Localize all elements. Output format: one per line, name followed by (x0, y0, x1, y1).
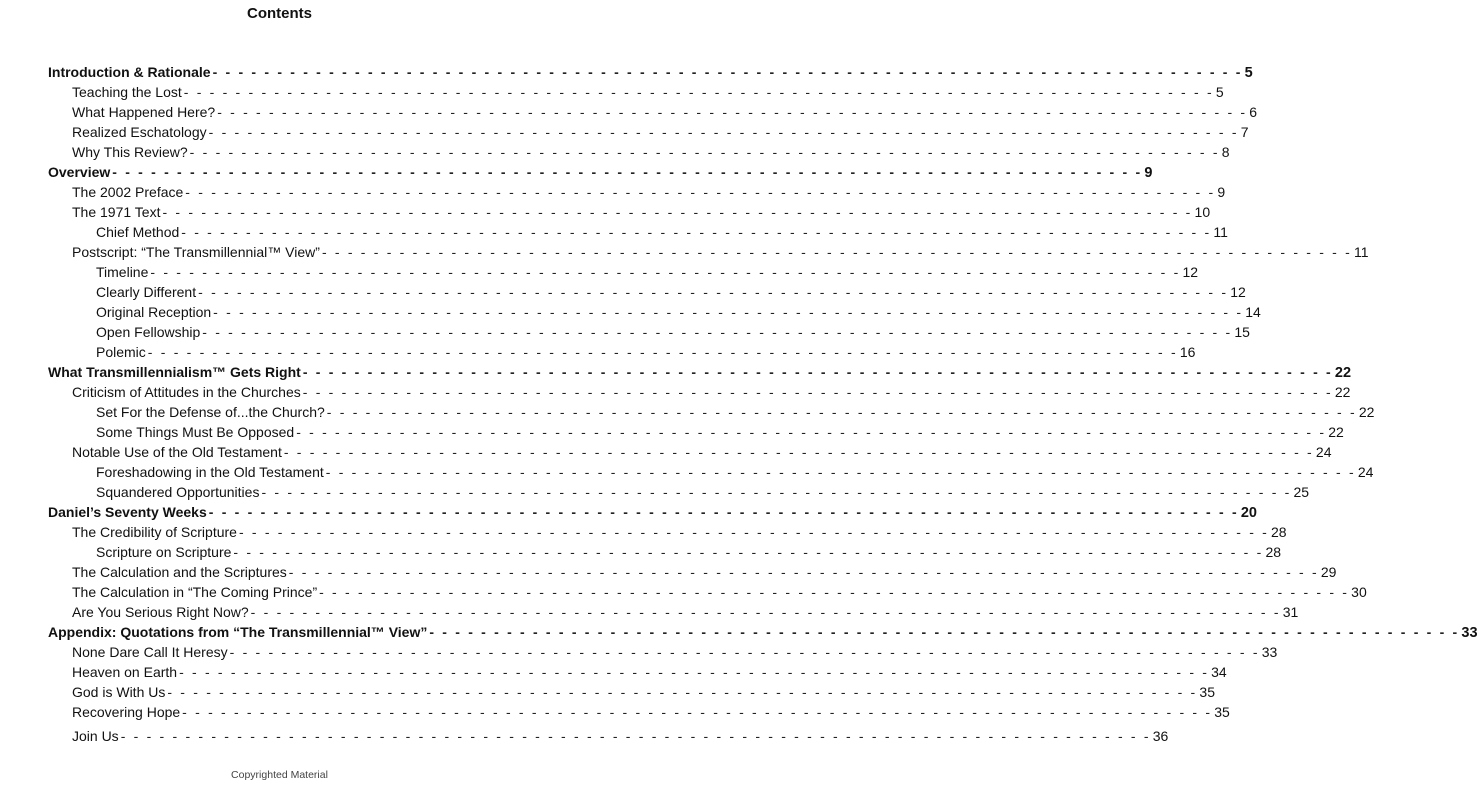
toc-entry[interactable] (48, 422, 1344, 442)
dot-leader: - - - - - - - - - - - - - - - - - - - - - - - - - - - - - - - - - - - - - - - - - - - - - - - - - - - - - - - - - - - - - - - - - - - - - - - - - - - - - - - - (319, 584, 1350, 600)
dot-leader: - - - - - - - - - - - - - - - - - - - - - - - - - - - - - - - - - - - - - - - - - - - - - - - - - - - - - - - - - - - - - - - - - - - - - - - - - - - - - - - - (208, 124, 1239, 140)
dot-leader: - - - - - - - - - - - - - - - - - - - - - - - - - - - - - - - - - - - - - - - - - - - - - - - - - - - - - - - - - - - - - - - - - - - - - - - - - - - - - - - - (321, 244, 1352, 260)
toc-entry[interactable] (48, 642, 1278, 662)
page-title: Contents (247, 5, 312, 22)
dot-leader: - - - - - - - - - - - - - - - - - - - - - - - - - - - - - - - - - - - - - - - - - - - - - - - - - - - - - - - - - - - - - - - - - - - - - - - - - - - - - - - - (189, 144, 1220, 160)
table-of-contents (48, 62, 1478, 746)
toc-entry-page: 22 (1328, 424, 1344, 440)
toc-entry-title: Notable Use of the Old Testament (72, 444, 282, 460)
toc-entry[interactable] (48, 122, 1249, 142)
dot-leader: - - - - - - - - - - - - - - - - - - - - - - - - - - - - - - - - - - - - - - - - - - - - - - - - - - - - - - - - - - - - - - - - - - - - - - - - - - - - - - - - (208, 504, 1239, 520)
toc-entry[interactable] (48, 462, 1374, 482)
toc-entry-title: Daniel’s Seventy Weeks (48, 504, 207, 520)
toc-entry-title: Introduction & Rationale (48, 64, 211, 80)
toc-entry-title: Join Us (72, 728, 119, 744)
toc-entry-page: 22 (1334, 384, 1351, 400)
toc-entry-page: 22 (1334, 365, 1352, 381)
toc-entry-page: 35 (1214, 704, 1230, 720)
toc-entry-title: Heaven on Earth (72, 664, 178, 680)
toc-entry-page: 24 (1357, 464, 1374, 480)
toc-entry[interactable] (48, 442, 1332, 462)
toc-entry-title: Scripture on Scripture (96, 544, 232, 560)
toc-entry[interactable] (48, 562, 1337, 582)
toc-entry[interactable] (48, 142, 1230, 162)
toc-entry[interactable] (48, 502, 1257, 522)
dot-leader: - - - - - - - - - - - - - - - - - - - - - - - - - - - - - - - - - - - - - - - - - - - - - - - - - - - - - - - - - - - - - - - - - - - - - - - - - - - - - - - - (167, 684, 1198, 700)
toc-entry-page: 9 (1144, 165, 1153, 181)
toc-entry[interactable] (48, 322, 1250, 342)
toc-entry-title: The 2002 Preface (72, 184, 184, 200)
dot-leader: - - - - - - - - - - - - - - - - - - - - - - - - - - - - - - - - - - - - - - - - - - - - - - - - - - - - - - - - - - - - - - - - - - - - - - - - - - - - - - - - (120, 728, 1151, 744)
toc-entry-title: What Transmillennialism™ Gets Right (48, 364, 301, 380)
dot-leader: - - - - - - - - - - - - - - - - - - - - - - - - - - - - - - - - - - - - - - - - - - - - - - - - - - - - - - - - - - - - - - - - - - - - - - - - - - - - - - - - (202, 324, 1233, 340)
toc-entry-title: The Calculation and the Scriptures (72, 564, 287, 580)
dot-leader: - - - - - - - - - - - - - - - - - - - - - - - - - - - - - - - - - - - - - - - - - - - - - - - - - - - - - - - - - - - - - - - - - - - - - - - - - - - - - - - - (183, 84, 1214, 100)
dot-leader: - - - - - - - - - - - - - - - - - - - - - - - - - - - - - - - - - - - - - - - - - - - - - - - - - - - - - - - - - - - - - - - - - - - - - - - - - - - - - - - - (229, 644, 1260, 660)
dot-leader: - - - - - - - - - - - - - - - - - - - - - - - - - - - - - - - - - - - - - - - - - - - - - - - - - - - - - - - - - - - - - - - - - - - - - - - - - - - - - - - - (325, 464, 1356, 480)
toc-entry-page: 35 (1199, 684, 1215, 700)
dot-leader: - - - - - - - - - - - - - - - - - - - - - - - - - - - - - - - - - - - - - - - - - - - - - - - - - - - - - - - - - - - - - - - - - - - - - - - - - - - - - - - - (213, 304, 1244, 320)
toc-entry[interactable] (48, 542, 1282, 562)
toc-entry-title: Recovering Hope (72, 704, 181, 720)
dot-leader: - - - - - - - - - - - - - - - - - - - - - - - - - - - - - - - - - - - - - - - - - - - - - - - - - - - - - - - - - - - - - - - - - - - - - - - - - - - - - - - - (147, 344, 1178, 360)
toc-entry-title: Timeline (96, 264, 149, 280)
toc-entry[interactable] (48, 682, 1215, 702)
toc-entry-title: Original Reception (96, 304, 212, 320)
toc-entry[interactable] (48, 602, 1299, 622)
toc-entry-title: Set For the Defense of...the Church? (96, 404, 325, 420)
toc-entry-page: 31 (1282, 604, 1299, 620)
toc-entry[interactable] (48, 402, 1375, 422)
toc-entry[interactable] (48, 82, 1224, 102)
toc-entry-page: 5 (1244, 65, 1253, 81)
toc-entry-page: 11 (1213, 224, 1228, 240)
toc-entry-title: Are You Serious Right Now? (72, 604, 249, 620)
dot-leader: - - - - - - - - - - - - - - - - - - - - - - - - - - - - - - - - - - - - - - - - - - - - - - - - - - - - - - - - - - - - - - - - - - - - - - - - - - - - - - - - (233, 544, 1264, 560)
toc-entry-title: Postscript: “The Transmillennial™ View” (72, 244, 320, 260)
toc-entry-title: Teaching the Lost (72, 84, 182, 100)
toc-entry-title: Appendix: Quotations from “The Transmillennial™ View” (48, 624, 428, 640)
toc-entry-page: 20 (1240, 505, 1257, 521)
toc-entry[interactable] (48, 522, 1287, 542)
toc-entry-title: The Calculation in “The Coming Prince” (72, 584, 318, 600)
toc-entry-title: Foreshadowing in the Old Testament (96, 464, 324, 480)
toc-entry-title: God is With Us (72, 684, 166, 700)
toc-entry-page: 16 (1179, 344, 1196, 360)
toc-entry[interactable] (48, 482, 1310, 502)
dot-leader: - - - - - - - - - - - - - - - - - - - - - - - - - - - - - - - - - - - - - - - - - - - - - - - - - - - - - - - - - - - - - - - - - - - - - - - - - - - - - - - - (217, 104, 1248, 120)
dot-leader: - - - - - - - - - - - - - - - - - - - - - - - - - - - - - - - - - - - - - - - - - - - - - - - - - - - - - - - - - - - - - - - - - - - - - - - - - - - - - - - - (179, 664, 1210, 680)
toc-entry-page: 11 (1354, 244, 1369, 260)
toc-entry-title: Chief Method (96, 224, 180, 240)
dot-leader: - - - - - - - - - - - - - - - - - - - - - - - - - - - - - - - - - - - - - - - - - - - - - - - - - - - - - - - - - - - - - - - - - - - - - - - - - - - - - - - - (238, 524, 1270, 540)
dot-leader: - - - - - - - - - - - - - - - - - - - - - - - - - - - - - - - - - - - - - - - - - - - - - - - - - - - - - - - - - - - - - - - - - - - - - - - - - - - - - - - - (283, 444, 1314, 460)
toc-entry-title: None Dare Call It Heresy (72, 644, 228, 660)
dot-leader: - - - - - - - - - - - - - - - - - - - - - - - - - - - - - - - - - - - - - - - - - - - - - - - - - - - - - - - - - - - - - - - - - - - - - - - - - - - - - - - - (302, 364, 1333, 380)
dot-leader: - - - - - - - - - - - - - - - - - - - - - - - - - - - - - - - - - - - - - - - - - - - - - - - - - - - - - - - - - - - - - - - - - - - - - - - - - - - - - - - - (296, 424, 1327, 440)
toc-entry[interactable] (48, 162, 1153, 182)
dot-leader: - - - - - - - - - - - - - - - - - - - - - - - - - - - - - - - - - - - - - - - - - - - - - - - - - - - - - - - - - - - - - - - - - - - - - - - - - - - - - - - - (326, 404, 1357, 420)
toc-entry-page: 36 (1152, 728, 1169, 744)
toc-entry-page: 30 (1351, 584, 1367, 600)
toc-entry-page: 22 (1358, 404, 1375, 420)
toc-entry-title: Overview (48, 164, 111, 180)
toc-entry[interactable] (48, 702, 1230, 722)
toc-entry[interactable] (48, 262, 1199, 282)
toc-entry-title: Clearly Different (96, 284, 197, 300)
dot-leader: - - - - - - - - - - - - - - - - - - - - - - - - - - - - - - - - - - - - - - - - - - - - - - - - - - - - - - - - - - - - - - - - - - - - - - - - - - - - - - - - (162, 204, 1193, 220)
toc-entry-page: 14 (1245, 304, 1261, 320)
toc-entry-page: 33 (1261, 644, 1278, 660)
toc-entry[interactable] (48, 242, 1369, 262)
dot-leader: - - - - - - - - - - - - - - - - - - - - - - - - - - - - - - - - - - - - - - - - - - - - - - - - - - - - - - - - - - - - - - - - - - - - - - - - - - - - - - - - (181, 224, 1212, 240)
toc-entry-page: 34 (1211, 664, 1227, 680)
toc-entry-page: 25 (1293, 484, 1310, 500)
dot-leader: - - - - - - - - - - - - - - - - - - - - - - - - - - - - - - - - - - - - - - - - - - - - - - - - - - - - - - - - - - - - - - - - - - - - - - - - - - - - - - - - (185, 184, 1216, 200)
copyright-footer: Copyrighted Material (231, 769, 328, 781)
toc-entry[interactable] (48, 302, 1261, 322)
toc-entry-title: Squandered Opportunities (96, 484, 260, 500)
dot-leader: - - - - - - - - - - - - - - - - - - - - - - - - - - - - - - - - - - - - - - - - - - - - - - - - - - - - - - - - - - - - - - - - - - - - - - - - - - - - - - - - (150, 264, 1181, 280)
toc-entry-title: Realized Eschatology (72, 124, 207, 140)
toc-entry-title: The 1971 Text (72, 204, 161, 220)
toc-entry-title: Why This Review? (72, 144, 188, 160)
toc-entry-page: 7 (1240, 124, 1249, 140)
dot-leader: - - - - - - - - - - - - - - - - - - - - - - - - - - - - - - - - - - - - - - - - - - - - - - - - - - - - - - - - - - - - - - - - - - - - - - - - - - - - - - - - (250, 604, 1281, 620)
dot-leader: - - - - - - - - - - - - - - - - - - - - - - - - - - - - - - - - - - - - - - - - - - - - - - - - - - - - - - - - - - - - - - - - - - - - - - - - - - - - - - - - (302, 384, 1333, 400)
toc-entry-title: Open Fellowship (96, 324, 201, 340)
toc-entry-page: 15 (1234, 324, 1250, 340)
toc-entry[interactable] (48, 362, 1352, 382)
toc-entry[interactable] (48, 662, 1227, 682)
toc-entry-title: What Happened Here? (72, 104, 216, 120)
toc-entry[interactable] (48, 182, 1226, 202)
toc-entry[interactable] (48, 282, 1246, 302)
toc-entry-title: Polemic (96, 344, 146, 360)
toc-entry-page: 24 (1315, 444, 1332, 460)
toc-entry-title: Criticism of Attitudes in the Churches (72, 384, 301, 400)
toc-entry-title: The Credibility of Scripture (72, 524, 237, 540)
dot-leader: - - - - - - - - - - - - - - - - - - - - - - - - - - - - - - - - - - - - - - - - - - - - - - - - - - - - - - - - - - - - - - - - - - - - - - - - - - - - - - - - (429, 624, 1460, 640)
toc-entry-page: 28 (1271, 524, 1287, 540)
toc-entry[interactable] (48, 202, 1211, 222)
toc-entry[interactable] (48, 62, 1253, 82)
toc-entry-page: 5 (1215, 84, 1224, 100)
toc-entry-page: 6 (1249, 104, 1258, 120)
toc-entry[interactable] (48, 622, 1478, 642)
toc-entry-page: 12 (1230, 284, 1246, 300)
dot-leader: - - - - - - - - - - - - - - - - - - - - - - - - - - - - - - - - - - - - - - - - - - - - - - - - - - - - - - - - - - - - - - - - - - - - - - - - - - - - - - - - (112, 164, 1143, 180)
toc-entry-page: 9 (1217, 184, 1226, 200)
dot-leader: - - - - - - - - - - - - - - - - - - - - - - - - - - - - - - - - - - - - - - - - - - - - - - - - - - - - - - - - - - - - - - - - - - - - - - - - - - - - - - - - (261, 484, 1292, 500)
toc-entry[interactable] (48, 222, 1228, 242)
toc-entry[interactable] (48, 342, 1196, 362)
toc-entry-page: 8 (1221, 144, 1230, 160)
toc-entry-page: 29 (1320, 564, 1337, 580)
toc-entry-title: Some Things Must Be Opposed (96, 424, 295, 440)
dot-leader: - - - - - - - - - - - - - - - - - - - - - - - - - - - - - - - - - - - - - - - - - - - - - - - - - - - - - - - - - - - - - - - - - - - - - - - - - - - - - - - - (198, 284, 1229, 300)
dot-leader: - - - - - - - - - - - - - - - - - - - - - - - - - - - - - - - - - - - - - - - - - - - - - - - - - - - - - - - - - - - - - - - - - - - - - - - - - - - - - - - - (212, 64, 1243, 80)
toc-entry[interactable] (48, 382, 1351, 402)
dot-leader: - - - - - - - - - - - - - - - - - - - - - - - - - - - - - - - - - - - - - - - - - - - - - - - - - - - - - - - - - - - - - - - - - - - - - - - - - - - - - - - - (182, 704, 1213, 720)
toc-entry-page: 10 (1194, 204, 1211, 220)
toc-entry-page: 12 (1182, 264, 1199, 280)
dot-leader: - - - - - - - - - - - - - - - - - - - - - - - - - - - - - - - - - - - - - - - - - - - - - - - - - - - - - - - - - - - - - - - - - - - - - - - - - - - - - - - - (288, 564, 1319, 580)
toc-entry[interactable] (48, 102, 1258, 122)
toc-entry[interactable] (48, 582, 1367, 602)
toc-entry-page: 33 (1461, 625, 1478, 641)
toc-entry-page: 28 (1265, 544, 1282, 560)
toc-entry[interactable] (48, 726, 1169, 746)
